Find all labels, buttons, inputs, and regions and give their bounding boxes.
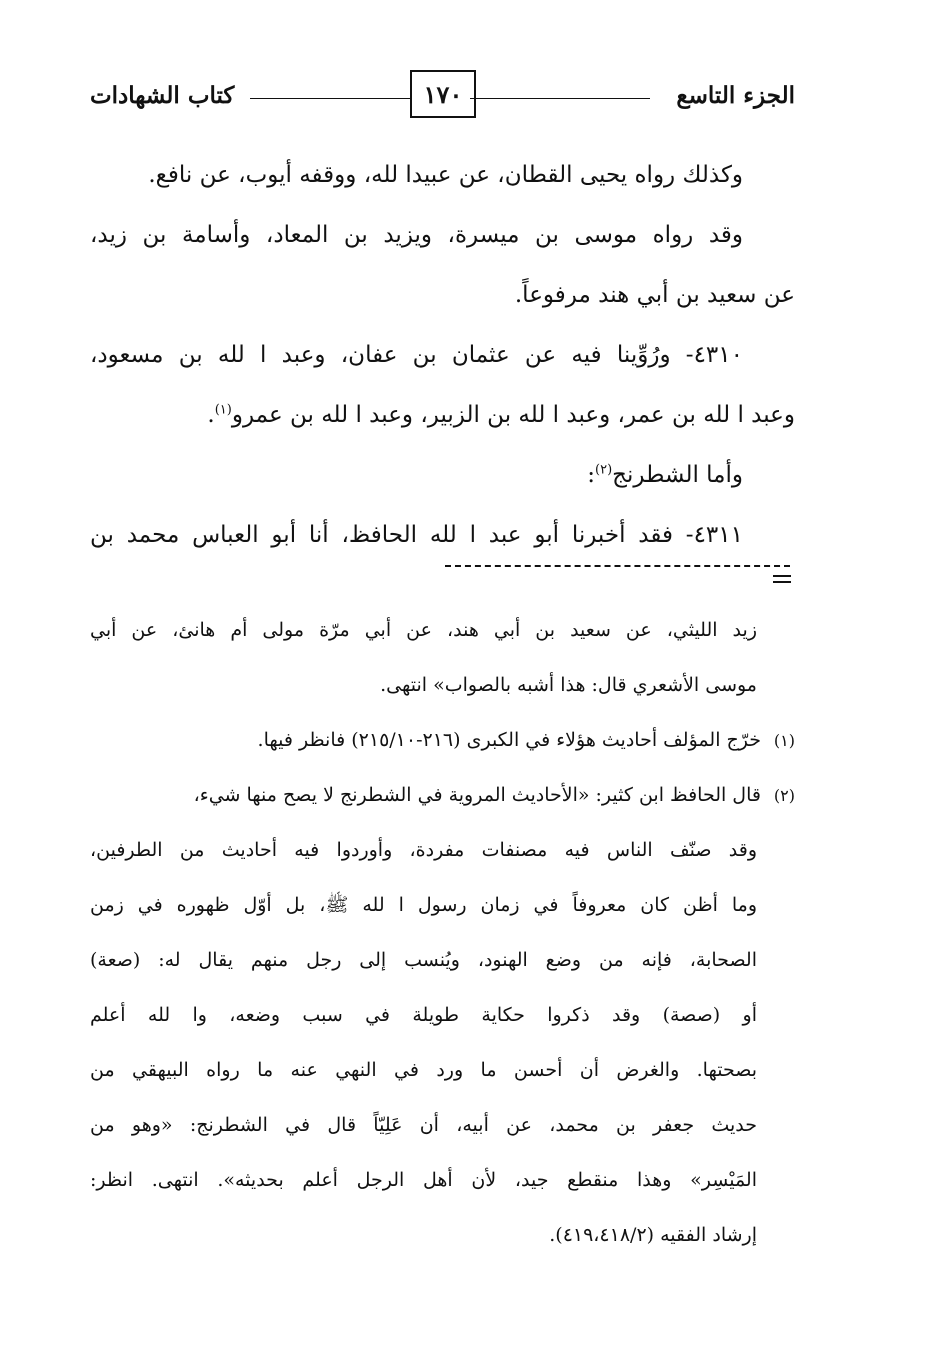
main-text [90,145,795,565]
footnote-1-label: (١) [773,731,795,750]
footnote-2-line-3: وما أظن كان معروفاً في زمان رسول ا لله ﷺ، بل أوّل ظهوره في زمن [90,894,757,916]
hadith-4310-end: . [207,402,215,428]
header-book-title: كتاب الشهادات [90,82,235,109]
hadith-4311-line-1: ٤٣١١- فقد أخبرنا أبو عبد ا لله الحافظ، أنا أبو العباس محمد بن [90,522,743,548]
footnote-continuation-line-1: زيد الليثي، عن سعيد بن أبي هند، عن أبي مرّة مولى أم هانئ، عن أبي [90,619,757,641]
main-line-2: وقد رواه موسى بن ميسرة، ويزيد بن المعاد، وأسامة بن زيد، [90,222,743,248]
footnote-continuation-line-2: موسى الأشعري قال: هذا أشبه بالصواب» انتهى. [380,674,757,696]
header-part-title: الجزء التاسع [676,82,795,109]
page-number: ١٧٠ [410,70,476,118]
footnote-2-line-1 [90,768,795,823]
footnote-2-label: (٢) [773,786,795,805]
chess-heading-end: : [587,462,595,488]
footnote-separator [445,565,790,567]
continuation-mark [773,575,791,587]
footnote-ref-1: (١) [214,402,232,418]
footnote-1 [90,713,795,768]
footnote-1-text: خرّج المؤلف أحاديث هؤلاء في الكبرى (٢١٦-٢١٥/١٠) فانظر فيها. [257,729,761,751]
running-header [90,70,795,122]
footnote-2-line-8: المَيْسِر» وهذا منقطع جيد، لأن أهل الرجل أعلم بحديثه». انتهى. انظر: [90,1169,757,1191]
footnotes [90,603,795,1263]
footnote-2-line-7: حديث جعفر بن محمد، عن أبيه، أن عَلِيّاً قال في الشطرنج: «وهو من [90,1114,757,1136]
footnote-2-line-6: بصحتها. والغرض أن أحسن ما ورد في النهي عنه ما رواه البيهقي من [90,1059,757,1081]
chess-heading-line [90,445,795,505]
main-line-1: وكذلك رواه يحيى القطان، عن عبيدا لله، ووقفه أيوب، عن نافع. [148,162,743,188]
footnote-2-line-4: الصحابة، فإنه من وضع الهنود، ويُنسب إلى رجل منهم يقال له: (صعة) [90,949,757,971]
footnote-2-text-1: قال الحافظ ابن كثير: «الأحاديث المروية في الشطرنج لا يصح منها شيء، [193,784,761,806]
footnote-2-line-5: أو (صصة) وقد ذكروا حكاية طويلة في سبب وضعه، وا لله أعلم [90,1004,757,1026]
hadith-4310-line-2 [90,385,795,445]
main-line-3: عن سعيد بن أبي هند مرفوعاً. [514,282,795,308]
footnote-2-line-2: وقد صنّف الناس فيه مصنفات مفردة، وأوردوا فيه أحاديث من الطرفين، [90,839,757,861]
footnote-ref-2: (٢) [595,462,613,478]
chess-heading: وأما الشطرنج [612,462,743,488]
hadith-4310-text: وعبد ا لله بن عمر، وعبد ا لله بن الزبير، وعبد ا لله بن عمرو [231,402,795,428]
hadith-4310-line-1: ٤٣١٠- ورُوِّينا فيه عن عثمان بن عفان، وعبد ا لله بن مسعود، [90,342,743,368]
footnote-2-line-9: إرشاد الفقيه (٤١٩،٤١٨/٢). [549,1224,757,1246]
header-rule-left [250,98,410,99]
header-rule-right [470,98,650,99]
